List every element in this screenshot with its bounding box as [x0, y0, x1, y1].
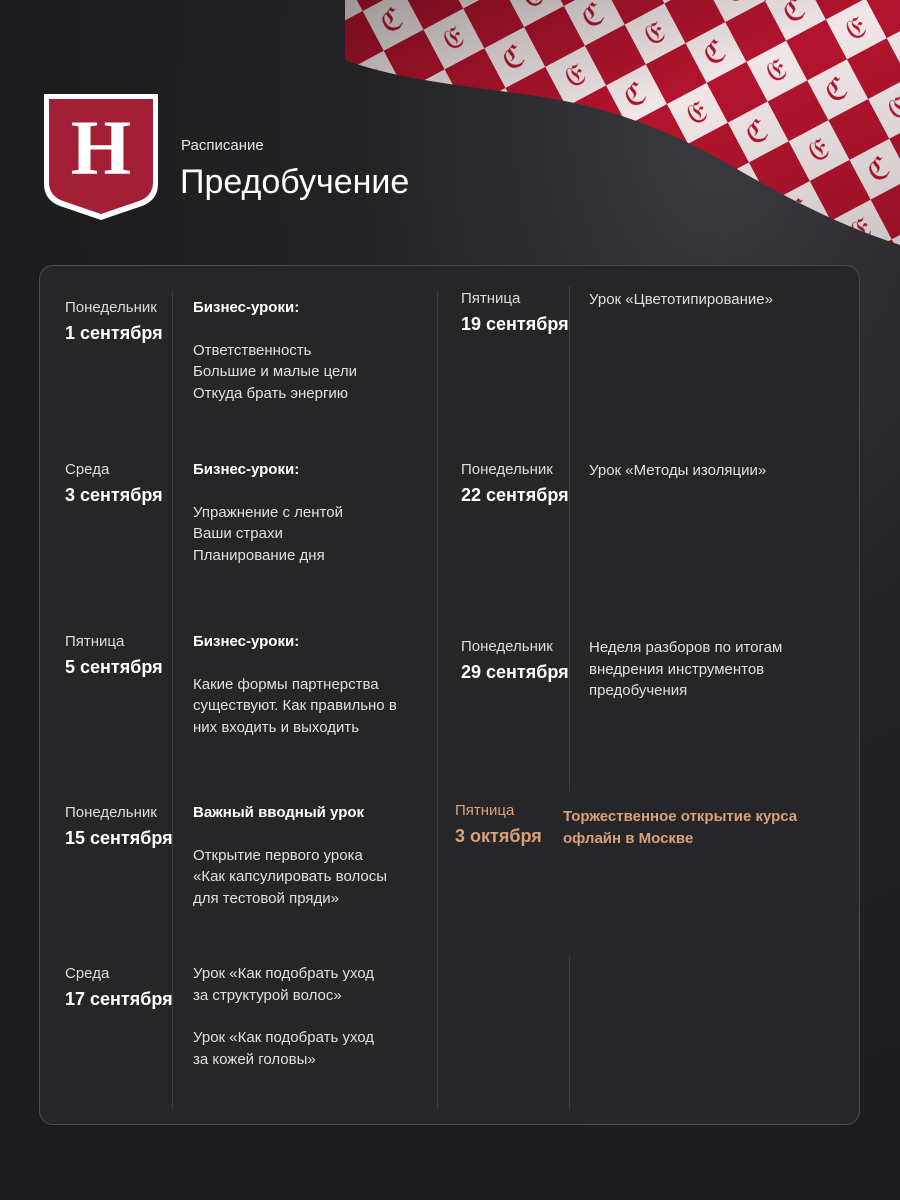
schedule-entry — [589, 637, 839, 702]
entry-item: Ваши страхи — [193, 525, 283, 542]
entry-item: Неделя разборов по итогам — [589, 639, 783, 656]
schedule-entry — [193, 963, 423, 1070]
entry-item: Урок «Как подобрать уход — [193, 1029, 375, 1046]
page-kicker: Расписание — [181, 137, 264, 154]
entry-item: Откуда брать энергию — [193, 384, 349, 402]
schedule-entry — [193, 802, 423, 909]
entry-item: за структурой волос» — [193, 986, 342, 1004]
day-label: Пятница — [461, 290, 521, 307]
entry-item: Урок «Как подобрать уход — [193, 965, 375, 982]
brand-logo — [42, 92, 160, 222]
date-label: 19 сентября — [461, 314, 569, 334]
page-title: Предобучение — [180, 163, 410, 201]
date-label: 15 сентября — [65, 828, 173, 848]
day-label: Понедельник — [461, 461, 553, 478]
date-label: 29 сентября — [461, 662, 569, 682]
schedule-panel — [39, 265, 860, 1125]
entry-item: Упражнение с лентой — [193, 503, 343, 521]
divider — [437, 291, 438, 1109]
date-label: 1 сентября — [65, 323, 163, 343]
entry-item: Планирование дня — [193, 546, 325, 564]
date-label: 3 сентября — [65, 485, 163, 505]
highlight-entry — [563, 806, 833, 849]
day-label: Пятница — [65, 633, 125, 650]
entry-item: за кожей головы» — [193, 1050, 316, 1068]
entry-heading: Бизнес-уроки: — [193, 633, 300, 650]
entry-item: для тестовой пряди» — [193, 889, 339, 907]
entry-item: Ответственность — [193, 341, 312, 359]
day-label: Пятница — [455, 802, 515, 819]
day-label: Среда — [65, 461, 110, 478]
day-label: Понедельник — [65, 804, 157, 821]
entry-item: офлайн в Москве — [563, 829, 694, 847]
divider — [569, 286, 570, 626]
date-label: 22 сентября — [461, 485, 569, 505]
entry-item: существуют. Как правильно в — [193, 697, 397, 714]
schedule-entry — [589, 460, 839, 482]
entry-item: Большие и малые цели — [193, 363, 357, 380]
logo-letter: H — [70, 104, 132, 191]
entry-item: Какие формы партнерства — [193, 675, 379, 693]
entry-heading: Важный вводный урок — [193, 804, 365, 821]
spacer — [193, 1006, 423, 1027]
schedule-entry — [193, 459, 423, 566]
entry-item: них входить и выходить — [193, 718, 360, 736]
date-label: 5 сентября — [65, 657, 163, 677]
day-label: Среда — [65, 965, 110, 982]
entry-item: Торжественное открытие курса — [563, 808, 798, 825]
entry-item: Урок «Цветотипирование» — [589, 291, 773, 308]
day-label: Понедельник — [65, 299, 157, 316]
schedule-entry — [589, 289, 839, 311]
day-label: Понедельник — [461, 638, 553, 655]
schedule-entry — [193, 297, 423, 404]
divider — [569, 626, 570, 791]
entry-item: Урок «Методы изоляции» — [589, 462, 767, 479]
entry-item: предобучения — [589, 682, 688, 699]
entry-item: Открытие первого урока — [193, 846, 363, 864]
schedule-entry — [193, 631, 423, 738]
date-label: 17 сентября — [65, 989, 173, 1009]
entry-heading: Бизнес-уроки: — [193, 461, 300, 478]
entry-item: «Как капсулировать волосы — [193, 868, 388, 885]
date-label: 3 октября — [455, 826, 542, 846]
entry-heading: Бизнес-уроки: — [193, 299, 300, 316]
divider — [569, 956, 570, 1109]
entry-item: внедрения инструментов — [589, 660, 765, 678]
